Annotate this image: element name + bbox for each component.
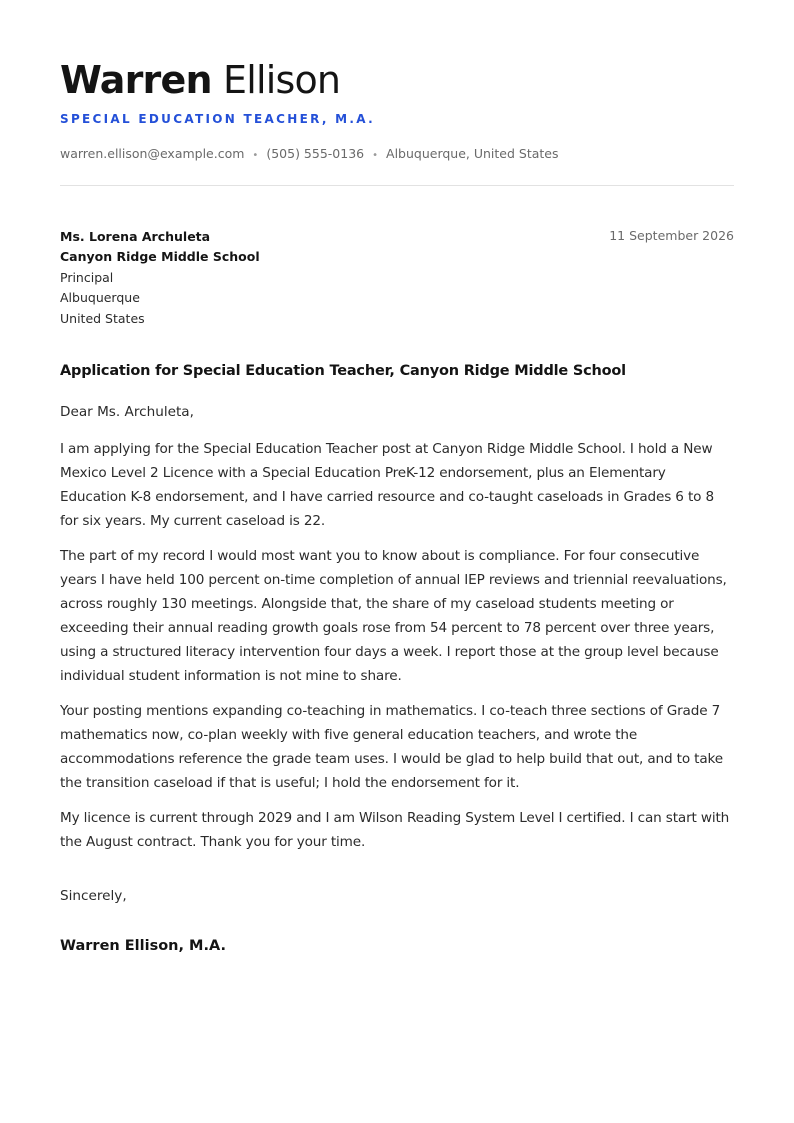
header-divider [60,185,734,186]
contact-phone[interactable]: (505) 555-0136 [266,146,365,161]
recipient-role: Principal [60,269,114,285]
letter-subject: Application for Special Education Teacher, Canyon Ridge Middle School [60,363,626,379]
contact-separator: • [252,150,259,161]
letter-signature: Warren Ellison, M.A. [60,938,226,954]
applicant-job-title: SPECIAL EDUCATION TEACHER, M.A. [60,112,375,126]
letter-date: 11 September 2026 [609,228,734,243]
body-paragraph: My licence is current through 2029 and I am Wilson Reading System Level I certified. I can start with the August contract. Thank you for your time. [60,810,730,850]
recipient-block [60,227,260,329]
letter-closing: Sincerely, [60,888,127,904]
contact-location: Albuquerque, United States [386,146,559,161]
contact-email[interactable]: warren.ellison@example.com [60,146,245,161]
applicant-first-name: Warren [60,58,212,102]
contact-line [60,145,559,164]
recipient-organization: Canyon Ridge Middle School [60,249,260,265]
recipient-name: Ms. Lorena Archuleta [60,229,211,244]
recipient-country: United States [60,310,145,326]
letter-body [60,437,734,865]
applicant-name [60,56,340,104]
body-paragraph: Your posting mentions expanding co-teaching in mathematics. I co-teach three sections of Grade 7 mathematics now, co-plan weekly with five general education teachers, and wrote the accommodations reference the grade team uses. I would be glad to help build that out, and to take the transition caseload if that is useful; I hold the endorsement for it. [60,703,723,791]
body-paragraph: The part of my record I would most want you to know about is compliance. For four consecutive years I have held 100 percent on-time completion of annual IEP reviews and triennial reevaluations, across roughly 130 meetings. Alongside that, the share of my caseload students meeting or exceeding their annual reading growth goals rose from 54 percent to 78 percent over three years, using a structured literacy intervention four days a week. I report those at the group level because individual student information is not mine to share. [60,548,727,684]
letter-greeting: Dear Ms. Archuleta, [60,404,194,420]
body-paragraph: I am applying for the Special Education Teacher post at Canyon Ridge Middle School. I hold a New Mexico Level 2 Licence with a Special Education PreK-12 endorsement, plus an Elementary Education K-8 endorsement, and I have carried resource and co-taught caseloads in Grades 6 to 8 for six years. My current caseload is 22. [60,441,714,529]
recipient-city: Albuquerque [60,290,140,306]
applicant-last-name: Ellison [223,58,341,102]
contact-separator: • [372,150,379,161]
